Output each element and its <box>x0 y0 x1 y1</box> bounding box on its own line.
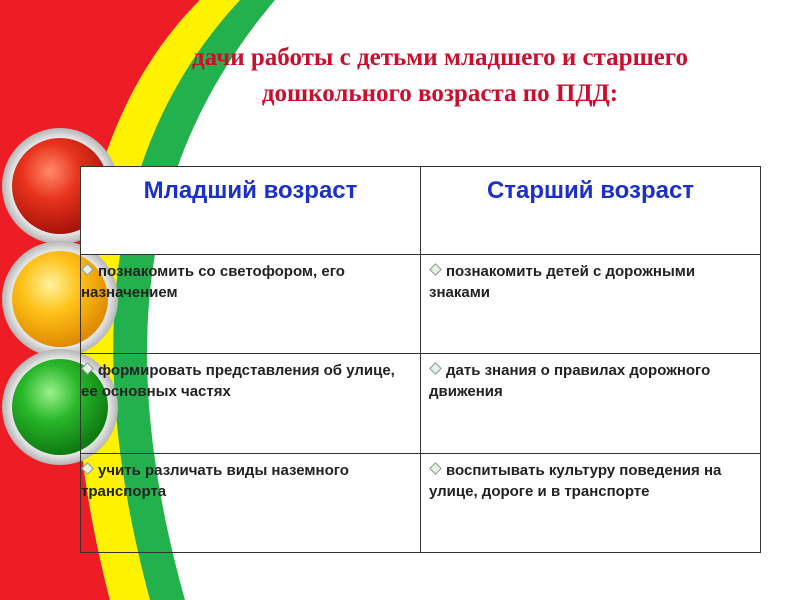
age-groups-table <box>80 166 761 553</box>
diamond-bullet-icon <box>81 263 94 276</box>
table-header-row <box>81 167 761 255</box>
cell-text: познакомить детей с дорожными знаками <box>429 263 696 301</box>
table-cell <box>421 453 761 552</box>
header-older-age: Старший возраст <box>421 167 761 255</box>
diamond-bullet-icon <box>429 362 442 375</box>
table-cell <box>421 255 761 354</box>
table-cell <box>421 354 761 453</box>
table-cell <box>81 255 421 354</box>
cell-text: учить различать виды наземного транспорта <box>81 461 349 500</box>
table-row <box>81 354 761 453</box>
table-row <box>81 453 761 552</box>
header-younger-age: Младший возраст <box>81 167 421 255</box>
table-row <box>81 255 761 354</box>
table-cell <box>81 453 421 552</box>
cell-text: познакомить со светофором, его назначением <box>81 263 345 301</box>
cell-text: формировать представления об улице, ее основных частях <box>81 362 395 401</box>
table-cell <box>81 354 421 453</box>
diamond-bullet-icon <box>429 263 442 276</box>
diamond-bullet-icon <box>81 362 94 375</box>
cell-text: воспитывать культуру поведения на улице, дороге и в транспорте <box>429 461 722 500</box>
diamond-bullet-icon <box>81 462 94 475</box>
title-line-2: дошкольного возраста по ПДД: <box>261 80 619 107</box>
cell-text: дать знания о правилах дорожного движения <box>429 362 711 401</box>
diamond-bullet-icon <box>429 462 442 475</box>
title-line-1: дачи работы с детьми младшего и старшего <box>191 44 689 71</box>
